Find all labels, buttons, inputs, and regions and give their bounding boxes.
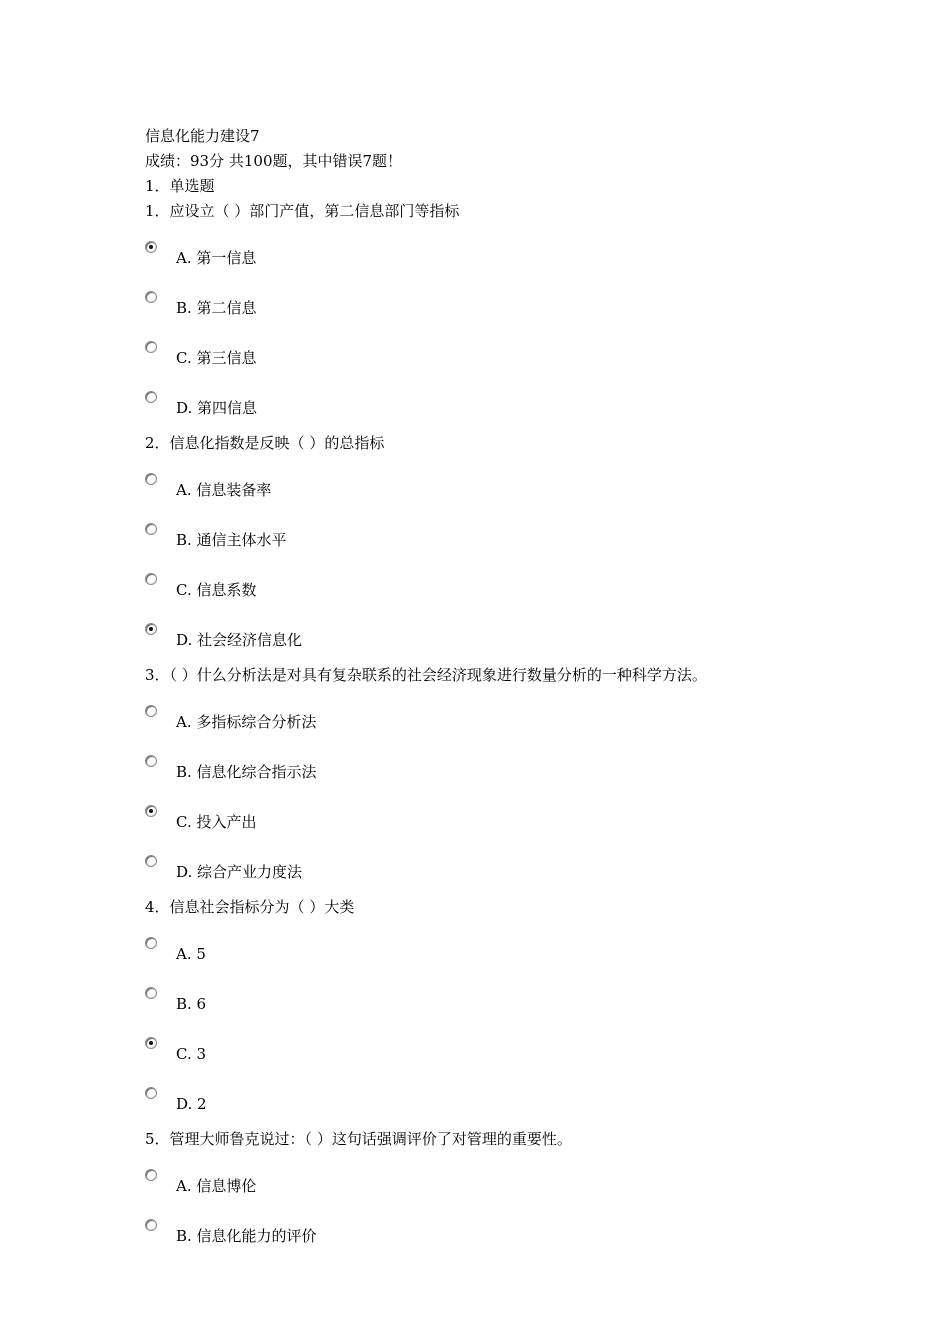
answer-option[interactable] (145, 1159, 905, 1209)
radio-unchecked-icon[interactable] (145, 755, 157, 767)
radio-unchecked-icon[interactable] (145, 341, 157, 353)
answer-option-label: B. 信息化综合指示法 (176, 763, 317, 781)
radio-unchecked-icon[interactable] (145, 473, 157, 485)
answer-option[interactable] (145, 563, 905, 613)
question-text: 2．信息化指数是反映（ ）的总指标 (145, 434, 385, 452)
answer-option-label: C. 信息系数 (176, 581, 257, 599)
answer-option-label: D. 第四信息 (176, 399, 258, 417)
answer-option-label: B. 通信主体水平 (176, 531, 287, 549)
radio-checked-icon[interactable] (145, 623, 157, 635)
document-body (145, 124, 905, 1259)
question-text: 1．应设立（ ）部门产值，第二信息部门等指标 (145, 202, 460, 220)
answer-option-label: A. 第一信息 (176, 249, 257, 267)
answer-option-label: A. 多指标综合分析法 (176, 713, 317, 731)
radio-unchecked-icon[interactable] (145, 573, 157, 585)
radio-checked-icon[interactable] (145, 1037, 157, 1049)
answer-option[interactable] (145, 381, 905, 431)
radio-unchecked-icon[interactable] (145, 523, 157, 535)
answer-option-label: D. 综合产业力度法 (176, 863, 303, 881)
answer-option-label: B. 信息化能力的评价 (176, 1227, 317, 1245)
radio-unchecked-icon[interactable] (145, 855, 157, 867)
answer-option-label: C. 投入产出 (176, 813, 257, 831)
page-title: 信息化能力建设7 (145, 127, 260, 145)
radio-checked-icon[interactable] (145, 805, 157, 817)
answer-option[interactable] (145, 513, 905, 563)
question-item (145, 895, 905, 1127)
answer-option[interactable] (145, 977, 905, 1027)
question-item (145, 431, 905, 663)
section-heading: 1．单选题 (145, 177, 215, 195)
answer-option-label: A. 5 (176, 945, 206, 963)
answer-option-label: D. 2 (176, 1095, 207, 1113)
question-item (145, 199, 905, 431)
radio-unchecked-icon[interactable] (145, 1219, 157, 1231)
answer-option-label: A. 信息博伦 (176, 1177, 257, 1195)
question-list (145, 199, 905, 1259)
radio-unchecked-icon[interactable] (145, 1169, 157, 1181)
radio-unchecked-icon[interactable] (145, 1087, 157, 1099)
radio-unchecked-icon[interactable] (145, 937, 157, 949)
answer-option-label: D. 社会经济信息化 (176, 631, 303, 649)
question-item (145, 1127, 905, 1259)
radio-checked-icon[interactable] (145, 241, 157, 253)
answer-option[interactable] (145, 281, 905, 331)
question-text: 3．（ ）什么分析法是对具有复杂联系的社会经济现象进行数量分析的一种科学方法。 (145, 666, 707, 684)
answer-option[interactable] (145, 613, 905, 663)
radio-unchecked-icon[interactable] (145, 987, 157, 999)
answer-option-label: A. 信息装备率 (176, 481, 272, 499)
answer-option-label: C. 第三信息 (176, 349, 257, 367)
answer-option-label: B. 6 (176, 995, 207, 1013)
radio-unchecked-icon[interactable] (145, 391, 157, 403)
answer-option[interactable] (145, 231, 905, 281)
answer-option[interactable] (145, 1027, 905, 1077)
score-summary: 成绩：93分 共100题，其中错误7题！ (145, 152, 403, 170)
answer-option[interactable] (145, 463, 905, 513)
answer-option[interactable] (145, 745, 905, 795)
answer-option[interactable] (145, 845, 905, 895)
question-text: 5．管理大师鲁克说过：（ ）这句话强调评价了对管理的重要性。 (145, 1130, 572, 1148)
answer-option[interactable] (145, 1077, 905, 1127)
radio-unchecked-icon[interactable] (145, 705, 157, 717)
answer-option[interactable] (145, 795, 905, 845)
radio-unchecked-icon[interactable] (145, 291, 157, 303)
answer-option-label: C. 3 (176, 1045, 207, 1063)
answer-option-label: B. 第二信息 (176, 299, 257, 317)
answer-option[interactable] (145, 331, 905, 381)
answer-option[interactable] (145, 695, 905, 745)
question-item (145, 663, 905, 895)
question-text: 4．信息社会指标分为（ ）大类 (145, 898, 355, 916)
answer-option[interactable] (145, 1209, 905, 1259)
answer-option[interactable] (145, 927, 905, 977)
